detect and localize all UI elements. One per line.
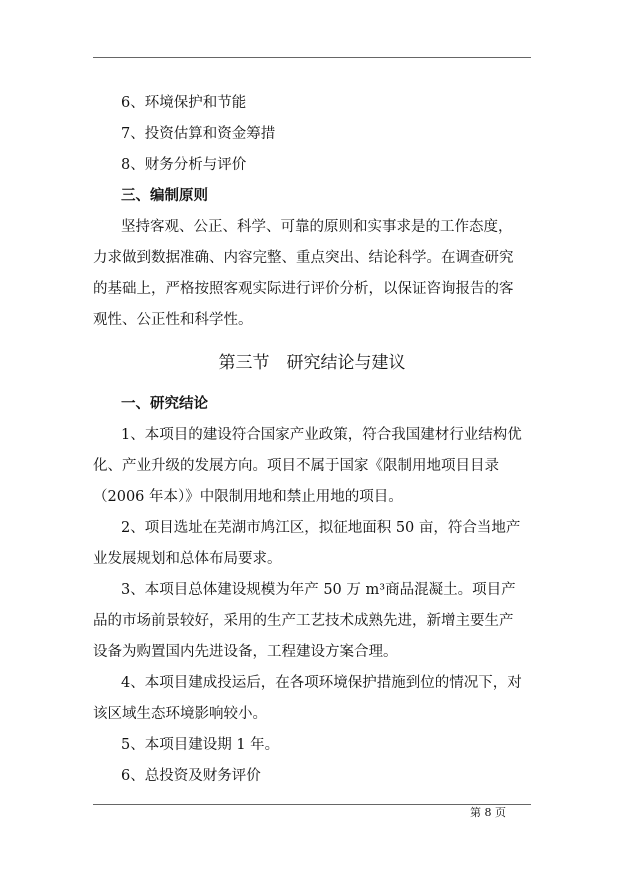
paragraph-line: 化、产业升级的发展方向。项目不属于国家《限制用地项目目录 xyxy=(93,458,499,474)
paragraph-line: 业发展规划和总体布局要求。 xyxy=(93,551,282,567)
paragraph-line: 该区域生态环境影响较小。 xyxy=(93,706,267,722)
paragraph-line: 观性、公正性和科学性。 xyxy=(93,312,253,328)
paragraph-line: （2006 年本）》中限制用地和禁止用地的项目。 xyxy=(93,489,403,505)
paragraph-line: 3、本项目总体建设规模为年产 50 万 m³商品混凝土。项目产 xyxy=(121,582,516,598)
paragraph-line: 4、本项目建成投运后，在各项环境保护措施到位的情况下，对 xyxy=(121,675,522,691)
list-item-financial: 8、财务分析与评价 xyxy=(121,157,247,173)
paragraph-line: 6、总投资及财务评价 xyxy=(121,768,261,784)
paragraph-line: 力求做到数据准确、内容完整、重点突出、结论科学。在调查研究 xyxy=(93,250,514,266)
list-item-environment: 6、环境保护和节能 xyxy=(121,95,247,111)
footer-rule xyxy=(93,804,531,805)
header-rule xyxy=(93,57,531,58)
heading-principles: 三、编制原则 xyxy=(121,187,208,204)
paragraph-line: 5、本项目建设期 1 年。 xyxy=(121,737,280,753)
heading-conclusions: 一、研究结论 xyxy=(121,395,208,412)
list-item-investment: 7、投资估算和资金筹措 xyxy=(121,126,276,142)
paragraph-line: 坚持客观、公正、科学、可靠的原则和实事求是的工作态度， xyxy=(121,219,513,235)
paragraph-line: 2、项目选址在芜湖市鸠江区，拟征地面积 50 亩，符合当地产 xyxy=(121,520,521,536)
paragraph-line: 1、本项目的建设符合国家产业政策，符合我国建材行业结构优 xyxy=(121,427,522,443)
paragraph-line: 品的市场前景较好，采用的生产工艺技术成熟先进，新增主要生产 xyxy=(93,613,514,629)
paragraph-line: 设备为购置国内先进设备，工程建设方案合理。 xyxy=(93,644,398,660)
section-title: 第三节 研究结论与建议 xyxy=(218,353,406,373)
page-number: 第 8 页 xyxy=(470,806,506,819)
paragraph-line: 的基础上，严格按照客观实际进行评价分析，以保证咨询报告的客 xyxy=(93,281,514,297)
